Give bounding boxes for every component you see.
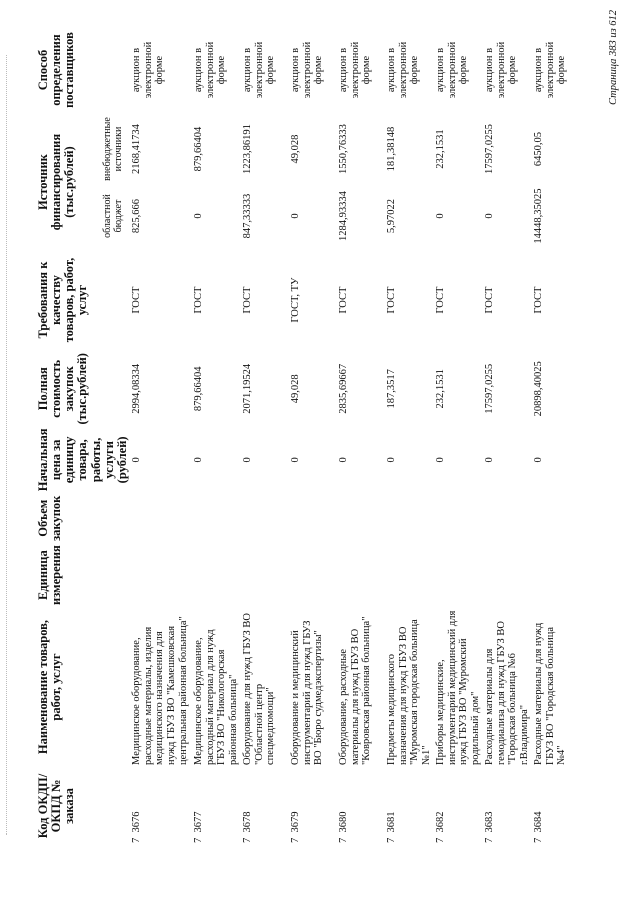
price-cell: 0 <box>434 457 446 463</box>
total-cell: 17597,0255 <box>483 363 495 414</box>
unit-cell <box>434 543 483 607</box>
extra-budget-cell: 1223,86191 <box>241 124 253 174</box>
price-cell: 0 <box>241 457 253 463</box>
method-cell: аукцион в электронной форме <box>241 41 277 99</box>
header-volume: Объем закупок <box>36 495 64 541</box>
requirements-cell: ГОСТ <box>337 286 349 314</box>
regional-budget-cell: 0 <box>192 213 204 219</box>
requirements-cell: ГОСТ <box>192 286 204 314</box>
item-name: Оборудование, расходные материалы для нужд ГБУЗ ВО "Ковровская районная больница" <box>337 616 373 765</box>
order-code: 7 3679 <box>289 811 301 843</box>
method-cell: аукцион в электронной форме <box>385 41 421 99</box>
price-cell: 0 <box>192 457 204 463</box>
extra-budget-cell: 17597,0255 <box>483 124 495 174</box>
item-name: Расходные материалы для гемодиализа для нужд ГБУЗ ВО "Городская больница №6 г.Владимира" <box>483 621 531 765</box>
requirements-cell: ГОСТ <box>385 286 397 314</box>
extra-budget-cell: 2168,41734 <box>130 124 142 174</box>
order-code: 7 3682 <box>434 811 446 843</box>
total-cell: 2071,19524 <box>241 363 253 414</box>
header-finance-regional: областной бюджет <box>102 194 124 238</box>
total-cell: 49,028 <box>289 374 301 404</box>
item-name: Приборы медицинские, инструментарий медицинский для нужд ГБУЗ ВО "Муромский родильный дом" <box>434 610 482 765</box>
method-cell: аукцион в электронной форме <box>130 41 166 99</box>
extra-budget-cell: 1550,76333 <box>337 124 349 174</box>
regional-budget-cell: 0 <box>289 213 301 219</box>
table-row <box>241 25 289 845</box>
header-total: Полная стоимость закупок (тыс.рублей) <box>36 353 90 425</box>
method-cell: аукцион в электронной форме <box>192 41 228 99</box>
total-cell: 187,3517 <box>385 369 397 409</box>
volume-cell <box>385 493 434 543</box>
method-cell: аукцион в электронной форме <box>532 41 568 99</box>
item-name: Оборудование для нужд ГБУЗ ВО "Областной центр спецмедпомощи" <box>241 613 277 765</box>
header-unit: Единица измерения <box>36 545 64 605</box>
price-cell: 0 <box>337 457 349 463</box>
extra-budget-cell: 232,1531 <box>434 129 446 169</box>
procurement-table <box>36 25 580 845</box>
unit-cell <box>337 543 385 607</box>
order-code: 7 3680 <box>337 811 349 843</box>
table-row <box>532 25 580 845</box>
regional-budget-cell: 847,33333 <box>241 193 253 239</box>
method-cell: аукцион в электронной форме <box>434 41 470 99</box>
volume-cell <box>434 493 483 543</box>
scan-artifact-line <box>6 55 15 835</box>
header-finance: Источник финансирования (тыс.рублей) <box>36 133 77 231</box>
total-cell: 232,1531 <box>434 369 446 409</box>
header-name: Наименование товаров, работ, услуг <box>36 619 64 755</box>
regional-budget-cell: 1284,93334 <box>337 191 349 241</box>
requirements-cell: ГОСТ <box>483 286 495 314</box>
table-row <box>483 25 532 845</box>
unit-cell <box>483 543 532 607</box>
item-name: Медицинское оборудование, расходные материалы, изделия медицинского назначения для нужд ГБУЗ ВО "Камешковская центральная районная больница" <box>130 616 189 765</box>
extra-budget-cell: 879,66404 <box>192 126 204 172</box>
price-cell: 0 <box>532 457 544 463</box>
item-name: Оборудование и медицинский инструментарий для нужд ГБУЗ ВО "Бюро судмедэкспертизы" <box>289 620 325 765</box>
header-requirements: Требования к качеству товаров, работ, услуг <box>36 257 90 343</box>
order-code: 7 3678 <box>241 811 253 843</box>
table-row <box>385 25 434 845</box>
header-finance-extra: внебюджетные источники <box>102 117 124 181</box>
requirements-cell: ГОСТ <box>130 286 142 314</box>
price-cell: 0 <box>130 457 142 463</box>
extra-budget-cell: 49,028 <box>289 134 301 164</box>
regional-budget-cell: 825,666 <box>130 198 142 234</box>
order-code: 7 3683 <box>483 811 495 843</box>
header-method: Способ определения поставщиков <box>36 32 77 108</box>
volume-cell <box>130 493 192 543</box>
unit-cell <box>532 543 580 607</box>
order-code: 7 3681 <box>385 811 397 843</box>
order-code: 7 3676 <box>130 811 142 843</box>
price-cell: 0 <box>483 457 495 463</box>
requirements-cell: ГОСТ, ТУ <box>289 277 301 323</box>
volume-cell <box>289 493 337 543</box>
table-row <box>130 25 192 845</box>
total-cell: 2835,69667 <box>337 363 349 414</box>
page-number: Страница 383 из 612 <box>608 9 619 105</box>
volume-cell <box>241 493 289 543</box>
header-price: Начальная цена за единицу товара, работы, услуги (рублей) <box>36 428 129 492</box>
total-cell: 20898,40025 <box>532 361 544 417</box>
volume-cell <box>532 493 580 543</box>
price-cell: 0 <box>289 457 301 463</box>
method-cell: аукцион в электронной форме <box>337 41 373 99</box>
item-name: Расходные материалы для нужд ГБУЗ ВО "Городская больница №4" <box>532 622 568 765</box>
requirements-cell: ГОСТ <box>434 286 446 314</box>
table-row <box>192 25 241 845</box>
unit-cell <box>192 543 241 607</box>
total-cell: 2994,08334 <box>130 363 142 414</box>
unit-cell <box>385 543 434 607</box>
volume-cell <box>483 493 532 543</box>
extra-budget-cell: 181,38148 <box>385 126 397 172</box>
unit-cell <box>130 543 192 607</box>
unit-cell <box>241 543 289 607</box>
price-cell: 0 <box>385 457 397 463</box>
method-cell: аукцион в электронной форме <box>483 41 519 99</box>
item-name: Предметы медицинского назначения для нужд ГБУЗ ВО "Муромская городская больница №1" <box>385 619 433 765</box>
table-row <box>434 25 483 845</box>
regional-budget-cell: 0 <box>483 213 495 219</box>
unit-cell <box>289 543 337 607</box>
regional-budget-cell: 5,97022 <box>385 198 397 234</box>
method-cell: аукцион в электронной форме <box>289 41 325 99</box>
table-row <box>289 25 337 845</box>
extra-budget-cell: 6450,05 <box>532 131 544 167</box>
regional-budget-cell: 0 <box>434 213 446 219</box>
total-cell: 879,66404 <box>192 366 204 412</box>
requirements-cell: ГОСТ <box>532 286 544 314</box>
volume-cell <box>192 493 241 543</box>
regional-budget-cell: 14448,35025 <box>532 188 544 244</box>
table-row <box>337 25 385 845</box>
order-code: 7 3684 <box>532 811 544 843</box>
requirements-cell: ГОСТ <box>241 286 253 314</box>
item-name: Медицинское оборудование, расходный материал для нужд ГБУЗ ВО "Никологорская районная больница" <box>192 629 240 765</box>
header-code: Код ОКДП/ ОКПД № заказа <box>36 773 77 839</box>
volume-cell <box>337 493 385 543</box>
order-code: 7 3677 <box>192 811 204 843</box>
